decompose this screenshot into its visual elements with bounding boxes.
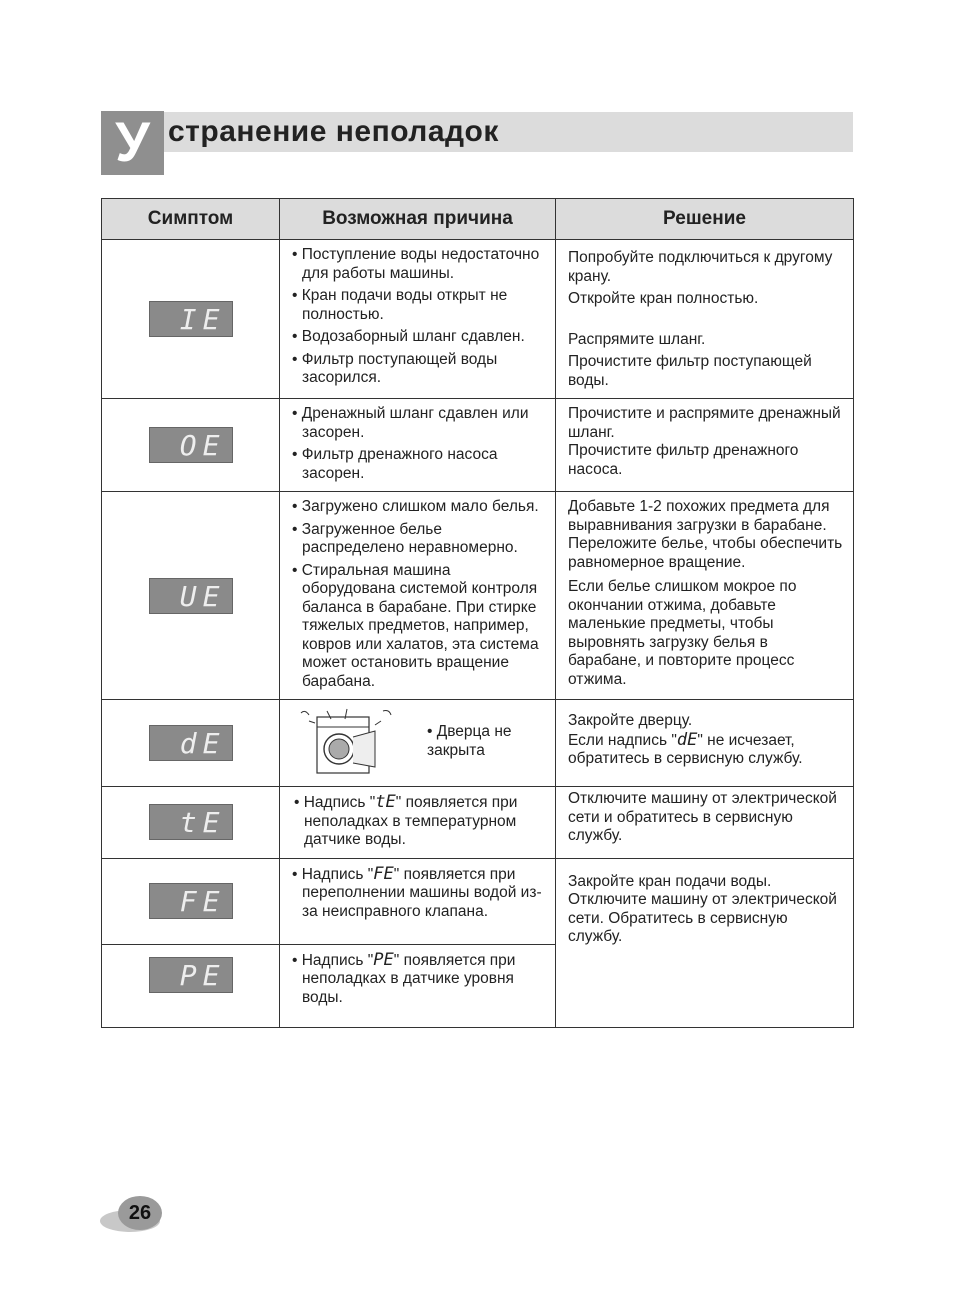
solution-item: Попробуйте подключиться к другому крану. — [568, 249, 833, 285]
symptom-cell — [102, 944, 280, 1027]
table-row — [102, 399, 854, 492]
symptom-cell — [102, 858, 280, 944]
solution-text: " не исчезает, обратитесь в сервисную службу. — [568, 731, 803, 767]
cause-text: " появляется при неполадках в датчике уровня воды. — [302, 951, 516, 1006]
table-row — [102, 700, 854, 787]
solution-cell — [556, 399, 854, 492]
solution-item: Закройте кран подачи воды. Отключите машину от электрической сети. Обратитесь в сервисную службу. — [568, 872, 837, 945]
symptom-cell — [102, 492, 280, 700]
error-display-oe: OE — [149, 427, 233, 463]
cause-item: • Дверца не закрыта — [427, 723, 512, 759]
cause-item: • Фильтр дренажного насоса засорен. — [292, 446, 498, 482]
cause-text: " появляется при переполнении машины водой из-за неисправного клапана. — [302, 865, 542, 920]
table-row — [102, 240, 854, 399]
symptom-cell — [102, 787, 280, 859]
page-title: странение неполадок — [168, 115, 499, 148]
cause-item: • Поступление воды недостаточно для работы машины. — [292, 246, 540, 282]
cause-item: • Стиральная машина оборудована системой контроля баланса в барабане. При стирке тяжелых предметов, например, ковров или халатов, эта система может остановить вращение барабана. — [292, 561, 539, 690]
error-display-fe: FE — [149, 883, 233, 919]
solution-item: Отключите машину от электрической сети и обратитесь в сервисную службу. — [568, 790, 837, 844]
symptom-cell — [102, 399, 280, 492]
cause-cell — [280, 492, 556, 700]
error-display-ie: IE — [149, 301, 233, 337]
cause-text: " появляется при неполадках в температурном датчике воды. — [304, 794, 518, 848]
solution-item: Закройте дверцу. — [568, 712, 693, 729]
symptom-cell — [102, 700, 280, 787]
cause-item: • Загруженное белье распределено неравномерно. — [292, 520, 518, 556]
table-row — [102, 492, 854, 700]
solution-cell — [556, 700, 854, 787]
solution-item: Распрямите шланг. — [568, 330, 706, 348]
table-row — [102, 787, 854, 859]
troubleshooting-table — [101, 198, 854, 1028]
solution-item — [568, 731, 843, 769]
table-row — [102, 858, 854, 944]
header-solution: Решение — [556, 199, 854, 240]
cause-text: • Надпись " — [294, 794, 376, 811]
solution-item: Откройте кран полностью. — [568, 290, 759, 307]
cause-cell — [280, 858, 556, 944]
cause-item: • Загружено слишком мало белья. — [292, 498, 539, 515]
error-code-inline: dE — [676, 729, 698, 750]
solution-cell — [556, 858, 854, 1027]
cause-text: • Надпись " — [292, 865, 374, 883]
title-initial: У — [101, 111, 164, 175]
cause-text: • Надпись " — [292, 951, 374, 969]
solution-item: Добавьте 1-2 похожих предмета для выравнивания загрузки в барабане. Переложите белье, чтобы обеспечить равномерное вращение. — [568, 498, 843, 571]
cause-item: • Дренажный шланг сдавлен или засорен. — [292, 405, 529, 441]
solution-cell — [556, 787, 854, 859]
washing-machine-door-icon — [297, 707, 393, 775]
error-display-pe: PE — [149, 957, 233, 993]
table-header-row — [102, 199, 854, 240]
cause-cell — [280, 944, 556, 1027]
cause-item: • Кран подачи воды открыт не полностью. — [292, 287, 508, 323]
error-display-de: dE — [149, 725, 233, 761]
solution-item: Прочистите и распрямите дренажный шланг. — [568, 405, 841, 441]
symptom-cell — [102, 240, 280, 399]
error-display-te: tE — [149, 804, 233, 840]
cause-cell — [280, 240, 556, 399]
cause-item — [294, 793, 545, 850]
solution-text: Если надпись " — [568, 731, 677, 749]
page-number: 26 — [128, 1202, 152, 1224]
cause-item — [292, 951, 545, 1008]
cause-item: • Водозаборный шланг сдавлен. — [292, 328, 525, 345]
solution-cell — [556, 492, 854, 700]
solution-cell — [556, 240, 854, 399]
header-symptom: Симптом — [102, 199, 280, 240]
error-code-inline: PE — [373, 949, 394, 970]
solution-item: Прочистите фильтр дренажного насоса. — [568, 442, 799, 478]
cause-cell — [280, 399, 556, 492]
header-cause: Возможная причина — [280, 199, 556, 240]
solution-item: Если белье слишком мокрое по окончании отжима, добавьте маленькие предметы, чтобы выровнять загрузку белья в барабане, и повторите процесс отжима. — [568, 578, 797, 688]
error-display-ue: UE — [149, 578, 233, 614]
cause-cell — [280, 787, 556, 859]
page-number-badge — [100, 1196, 164, 1234]
cause-cell — [280, 700, 556, 787]
error-code-inline: FE — [373, 863, 394, 884]
cause-item: • Фильтр поступающей воды засорился. — [292, 350, 498, 386]
solution-item: Прочистите фильтр поступающей воды. — [568, 353, 812, 389]
cause-item — [292, 865, 545, 922]
error-code-inline: tE — [375, 792, 396, 812]
